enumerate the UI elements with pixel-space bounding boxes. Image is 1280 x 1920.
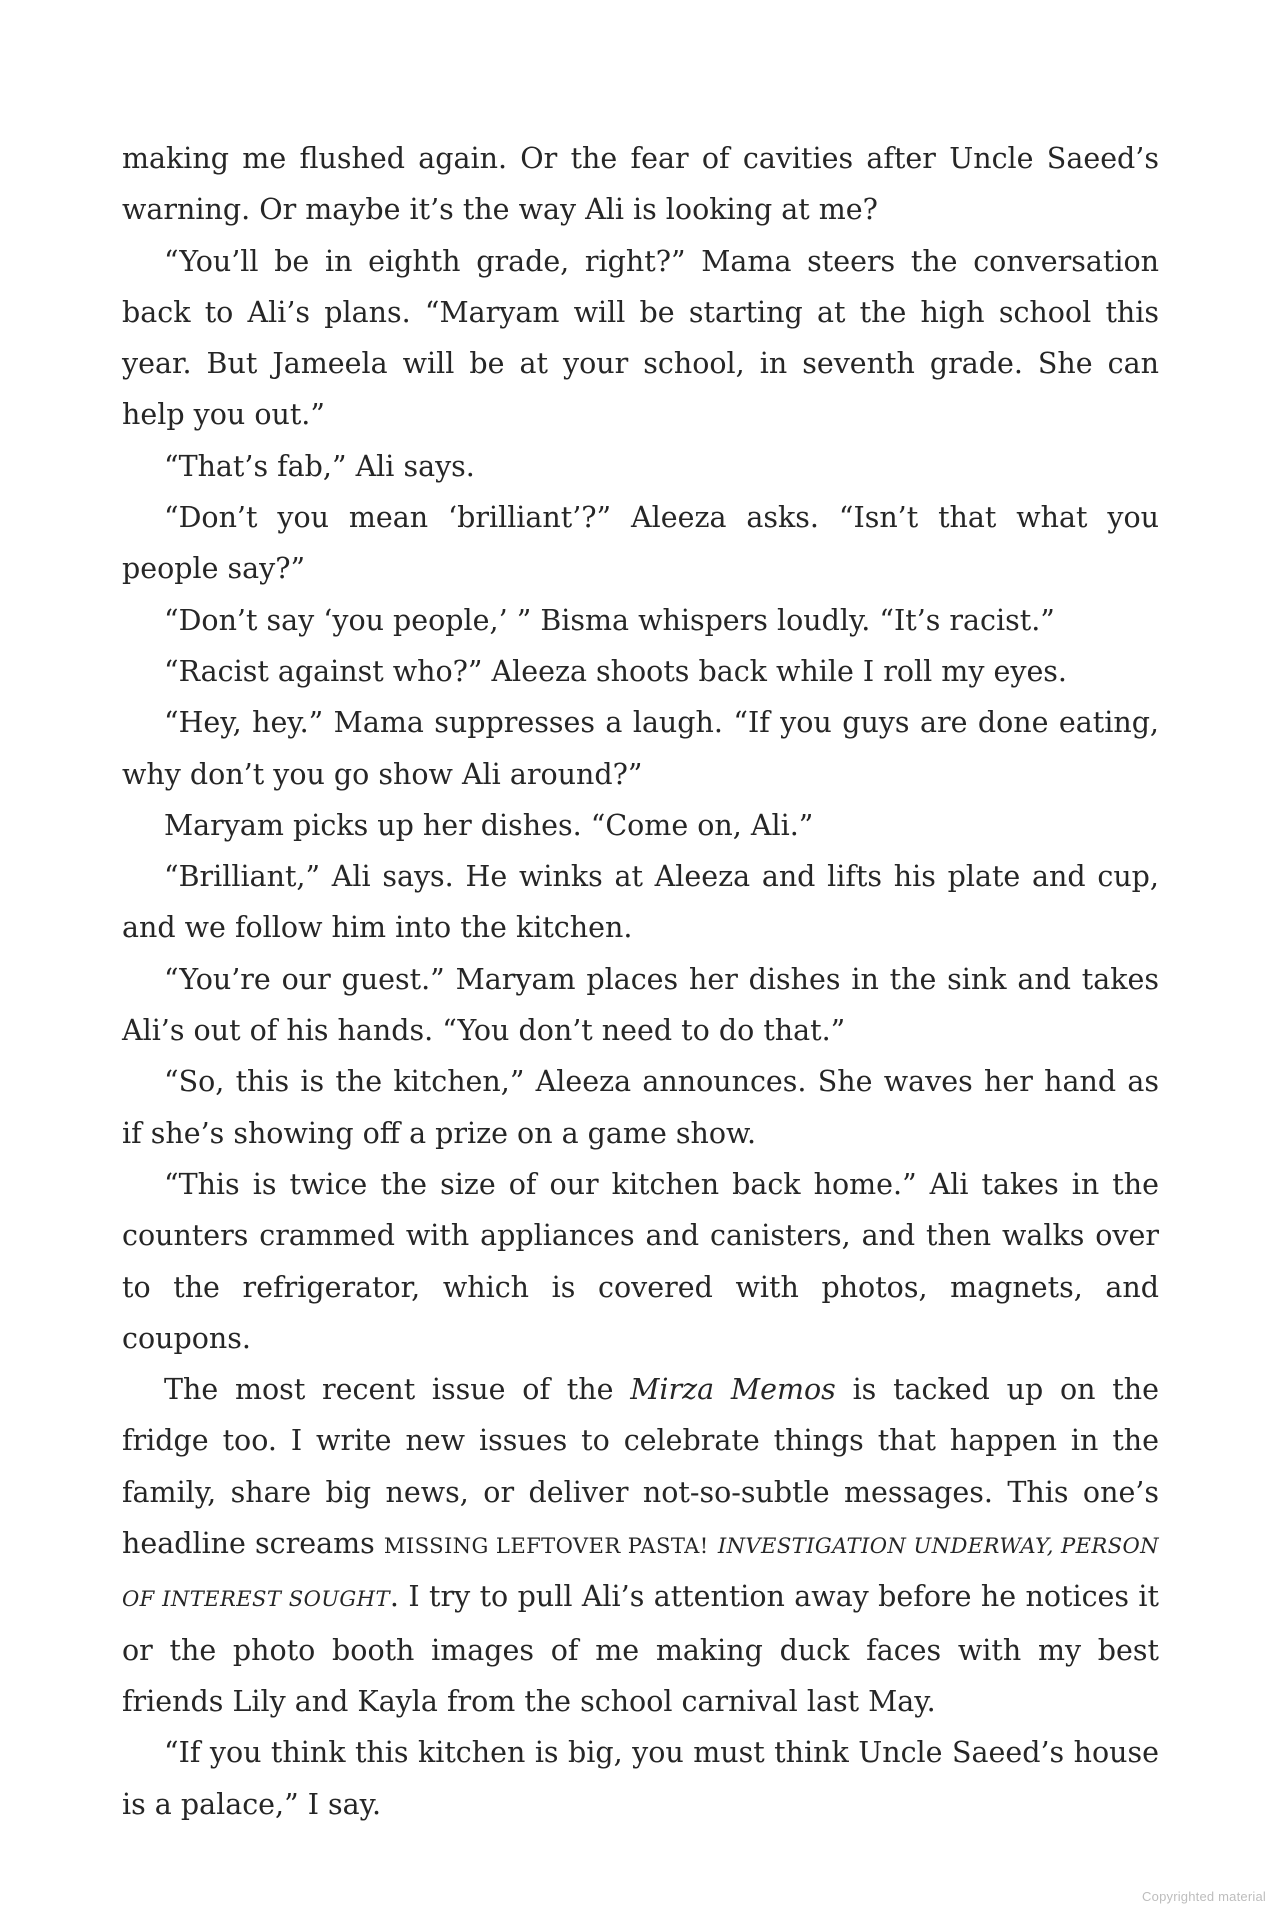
paragraph-final: “If you think this kitchen is big, you must think Uncle Saeed’s house is a palace,” I say. <box>122 1736 1159 1821</box>
headline-caps: MISSING LEFTOVER PASTA! <box>383 1533 709 1559</box>
paragraph-9: “Brilliant,” Ali says. He winks at Aleeza and lifts his plate and cup, and we follow him into the kitchen. <box>122 860 1159 945</box>
paragraph-6: “Racist against who?” Aleeza shoots back while I roll my eyes. <box>164 654 1067 688</box>
paragraph-memo <box>122 1364 1159 1727</box>
headline-separator <box>709 1527 718 1560</box>
paragraph-3: “That’s fab,” Ali says. <box>164 449 475 483</box>
paragraph-1: making me flushed again. Or the fear of cavities after Uncle Saeed’s warning. Or maybe it’s the way Ali is looking at me? <box>122 142 1159 227</box>
paragraph-7: “Hey, hey.” Mama suppresses a laugh. “If you guys are done eating, why don’t you go show Ali around?” <box>122 706 1159 791</box>
paragraph-10: “You’re our guest.” Maryam places her dishes in the sink and takes Ali’s out of his hands. “You don’t need to do that.” <box>122 962 1159 1048</box>
paragraph-8: Maryam picks up her dishes. “Come on, Ali.” <box>164 808 814 842</box>
paragraph-11: “So, this is the kitchen,” Aleeza announces. She waves her hand as if she’s showing off a prize on a game show. <box>122 1065 1159 1150</box>
memo-text-part3: . I try to pull Ali’s attention away before he notices it or the photo booth images of me making duck faces with my best friends Lily and Kayla from the school carnival last May. <box>122 1580 1159 1718</box>
memo-text-part1: The most recent issue of the <box>164 1373 631 1407</box>
publication-title: Mirza Memos <box>630 1373 836 1407</box>
memo-text-part2: is tacked up on the fridge too. I write new issues to celebrate things that happen in the family, share big news, or deliver not-so-subtle messages. This one’s headline screams <box>122 1373 1159 1561</box>
paragraph-4: “Don’t you mean ‘brilliant’?” Aleeza asks. “Isn’t that what you people say?” <box>122 501 1159 586</box>
paragraph-2: “You’ll be in eighth grade, right?” Mama steers the conversation back to Ali’s plans. “Maryam will be starting at the high school this year. But Jameela will be at your school, in seventh grade. She can help you out.” <box>122 244 1159 432</box>
paragraph-12: “This is twice the size of our kitchen back home.” Ali takes in the counters crammed with appliances and canisters, and then walks over to the refrigerator, which is covered with photos, magnets, and coupons. <box>122 1167 1159 1355</box>
copyright-watermark: Copyrighted material <box>1142 1889 1266 1904</box>
headline-italic: INVESTIGATION UNDERWAY, PERSON OF INTEREST SOUGHT <box>122 1533 1160 1612</box>
paragraph-5: “Don’t say ‘you people,’ ” Bisma whispers loudly. “It’s racist.” <box>164 603 1055 637</box>
body-text <box>122 133 1159 1830</box>
